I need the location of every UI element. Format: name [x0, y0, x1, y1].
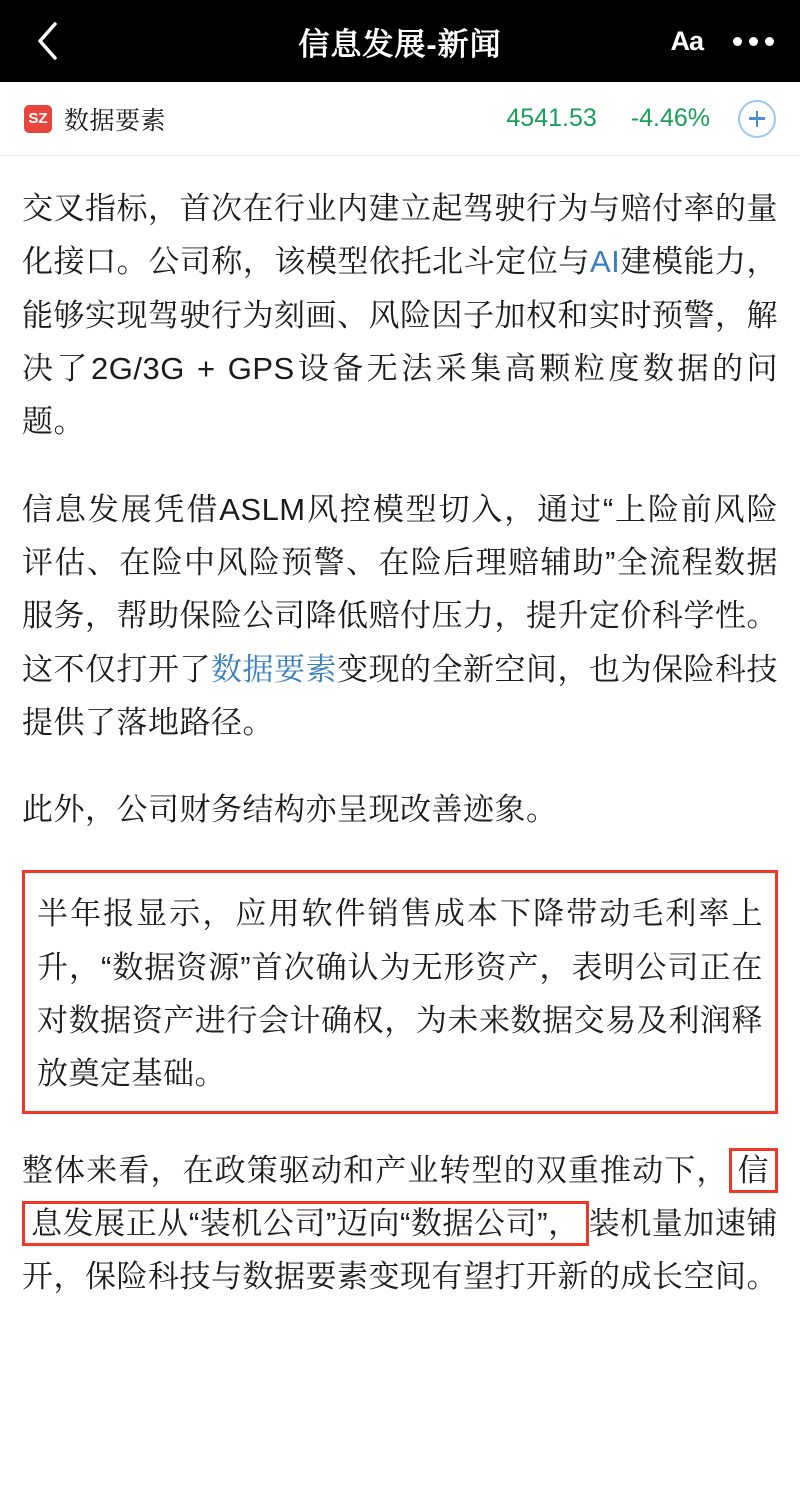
paragraph-4: [37, 887, 763, 1100]
text-run: 信息发展凭借ASLM风控模型切入，通过“上险前风险评估、在险中风险预警、在险后理赔辅助”全流程数据服务，帮助保险公司降低赔付压力，提升定价科学性。这不仅打开了: [22, 491, 778, 687]
inline-highlight-box: 信息发展正从“装机公司”迈向“数据公司”，: [22, 1148, 778, 1246]
text-run: 装机量加速铺开，保险科技与数据要素变现有望打开新的成长空间。: [22, 1206, 778, 1295]
highlighted-paragraph-box: [22, 870, 778, 1113]
top-navigation-bar: [0, 0, 800, 82]
stock-price: 4541.53: [506, 104, 597, 132]
dot: [765, 37, 774, 46]
article-body: [0, 156, 800, 1304]
dot: [749, 37, 758, 46]
stock-change-percent: -4.46%: [630, 104, 710, 132]
text-run: 交叉指标，首次在行业内建立起驾驶行为与赔付率的量化接口。公司称，该模型依托北斗定位与: [22, 191, 778, 280]
inline-link-data-element[interactable]: 数据要素: [211, 651, 337, 687]
text-run: 半年报显示，应用软件销售成本下降带动毛利率上升，“数据资源”首次确认为无形资产，表明公司正在对数据资产进行会计确权，为未来数据交易及利润释放奠定基础。: [37, 896, 763, 1092]
chevron-left-icon: [35, 19, 61, 63]
paragraph-3: [22, 783, 778, 836]
back-button[interactable]: [26, 19, 70, 63]
more-dots-icon[interactable]: [733, 37, 774, 46]
inline-link-ai[interactable]: AI: [589, 244, 621, 280]
text-run: 整体来看，在政策驱动和产业转型的双重推动下，: [22, 1152, 729, 1188]
paragraph-5: [22, 1144, 778, 1304]
stock-name: 数据要素: [64, 106, 167, 135]
dot: [733, 37, 742, 46]
font-size-label: Aa: [670, 25, 703, 56]
text-run: 此外，公司财务结构亦呈现改善迹象。: [22, 792, 558, 828]
paragraph-2: [22, 483, 778, 750]
font-size-button[interactable]: [670, 25, 703, 56]
text-run: 变现的全新空间，也为保险科技提供了落地路径。: [22, 651, 778, 740]
exchange-badge: SZ: [24, 105, 52, 133]
page-title: 信息发展-新闻: [298, 26, 502, 62]
plus-circle-icon[interactable]: [738, 100, 776, 138]
paragraph-1: [22, 182, 778, 449]
stock-ticker-bar[interactable]: [0, 82, 800, 156]
text-run: 建模能力，能够实现驾驶行为刻画、风险因子加权和实时预警，解决了2G/3G + GPS设备无法采集高颗粒度数据的问题。: [22, 244, 779, 440]
nav-actions: [670, 25, 774, 56]
